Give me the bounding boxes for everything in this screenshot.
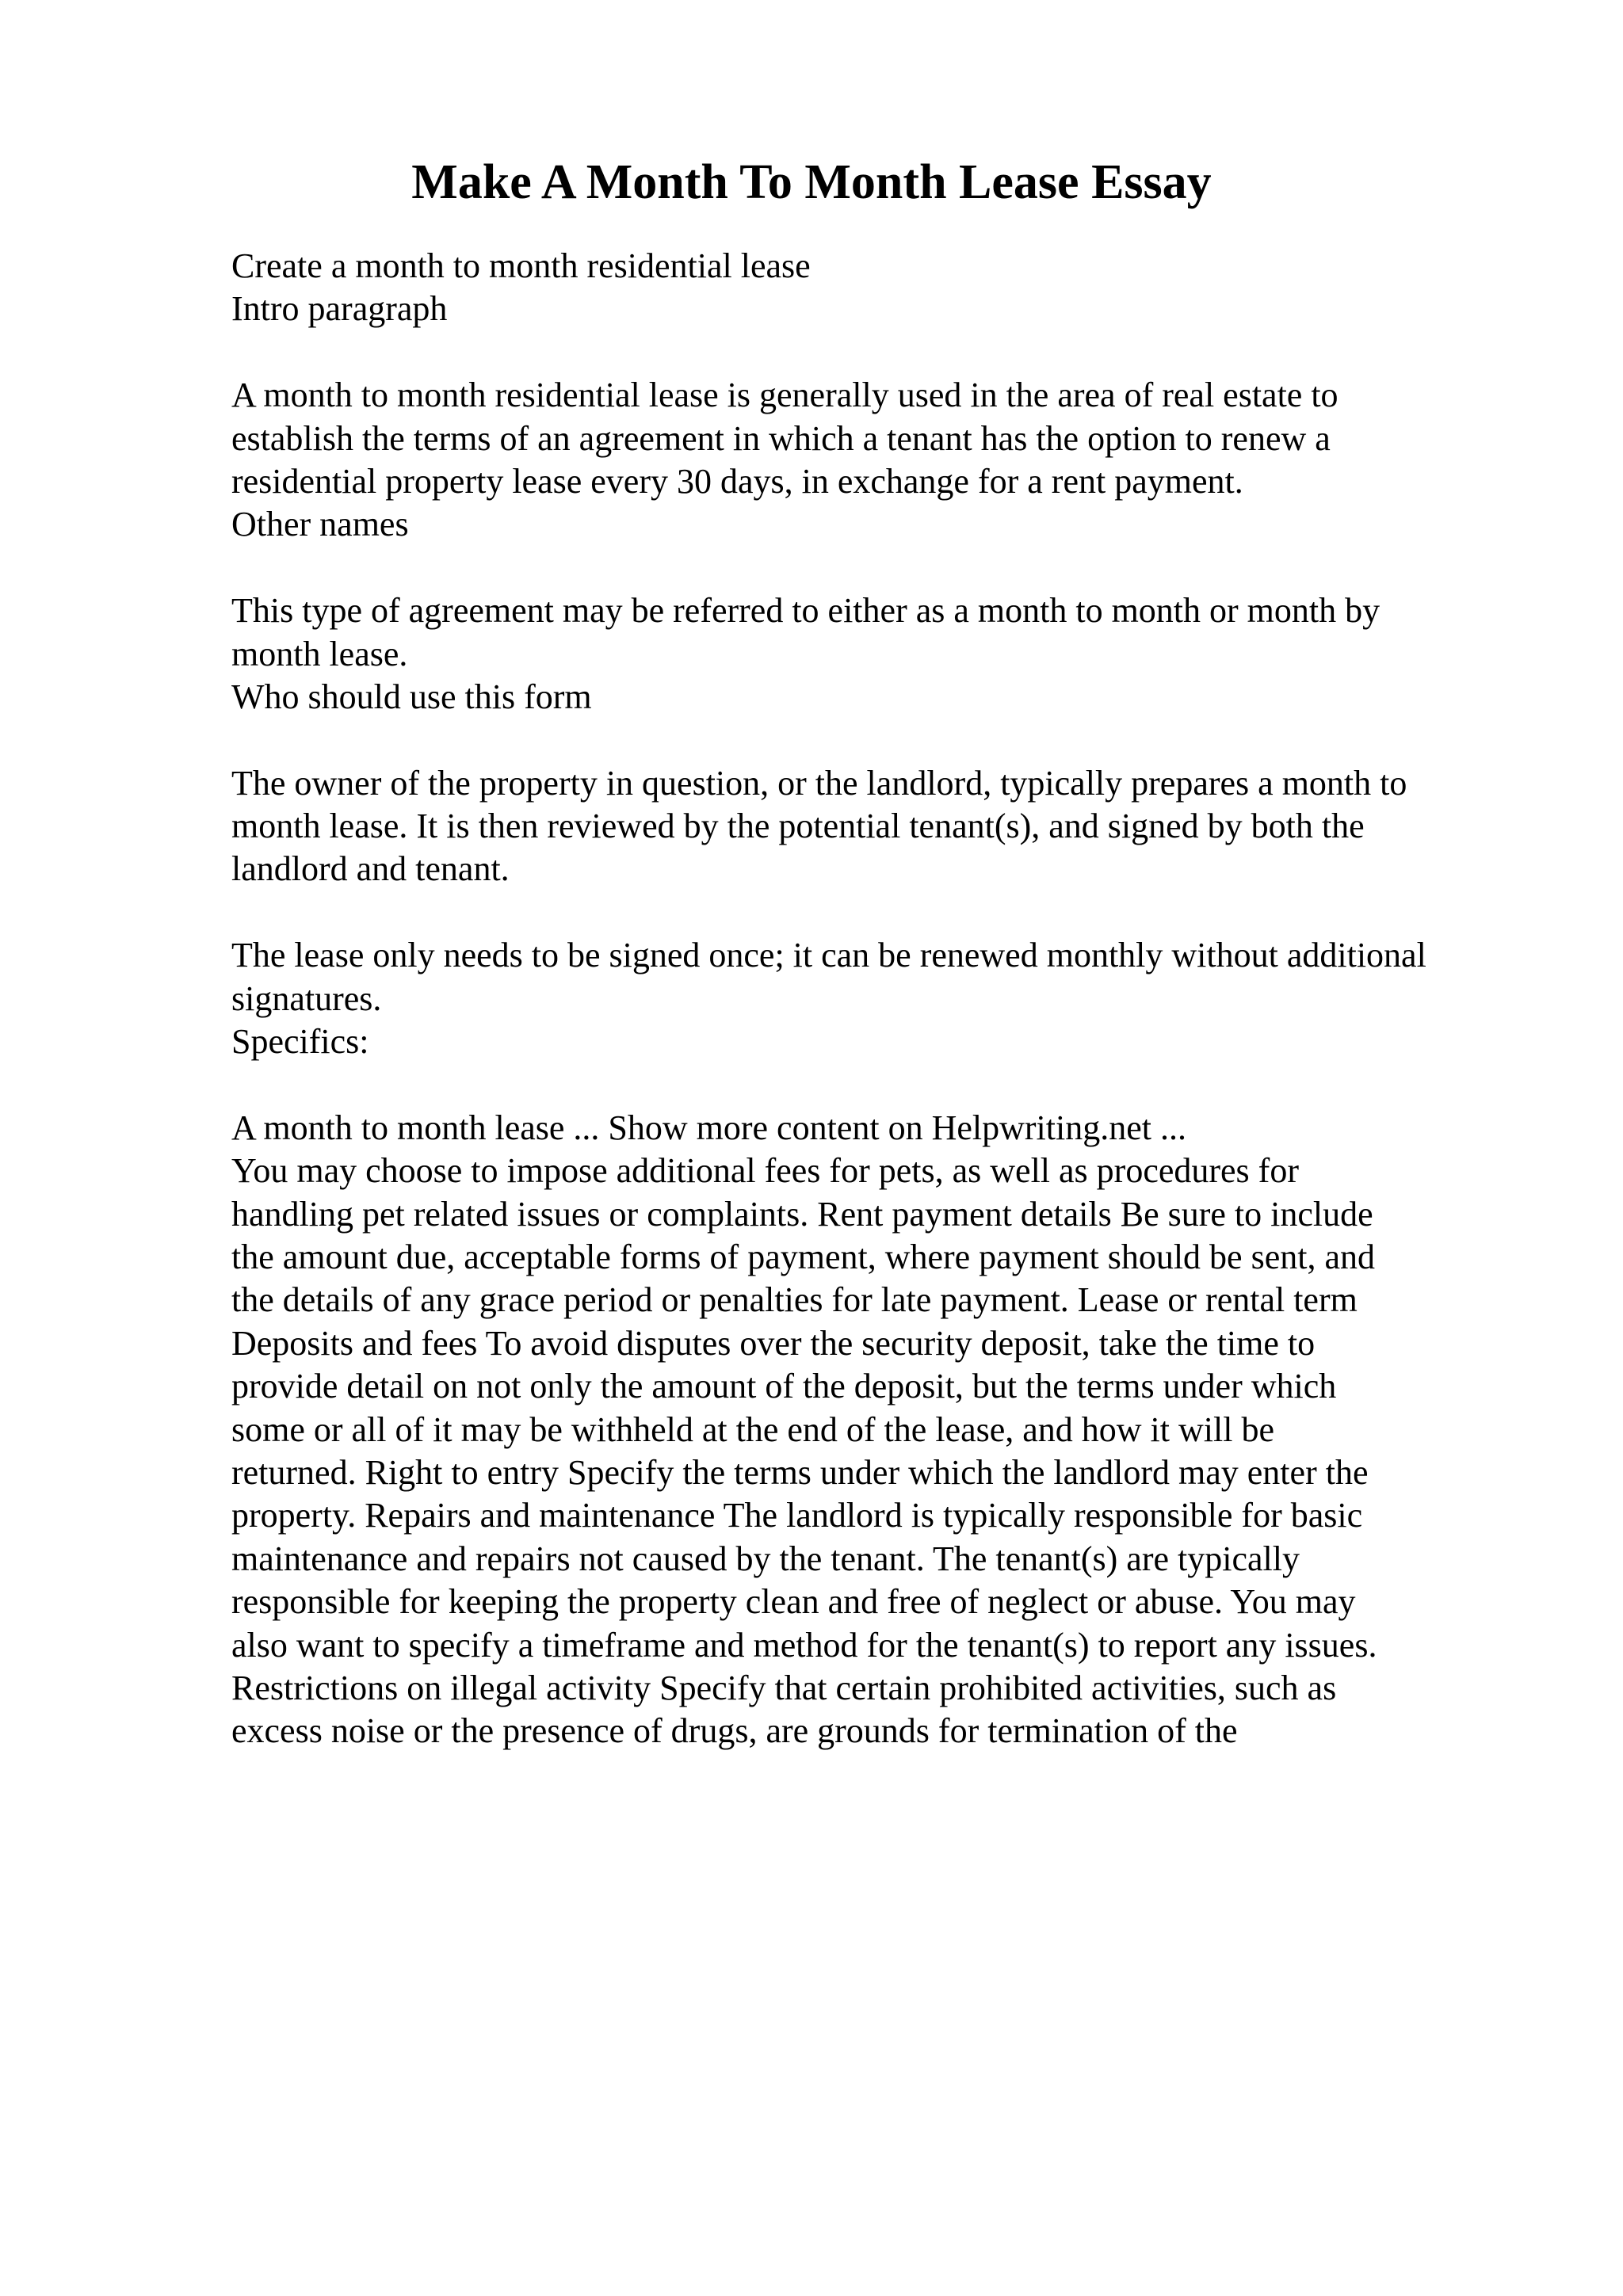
paragraph-gap [231, 891, 1531, 934]
text-line: Restrictions on illegal activity Specify that certain prohibited activities, such as [231, 1668, 1337, 1707]
text-line: signatures. [231, 978, 382, 1018]
text-line: Create a month to month residential lease [231, 246, 811, 285]
paragraph-gap [231, 1063, 1531, 1106]
text-line: handling pet related issues or complaints. Rent payment details Be sure to include [231, 1194, 1373, 1234]
text-line: some or all of it may be withheld at the end of the lease, and how it will be [231, 1409, 1274, 1449]
text-line: You may choose to impose additional fees for pets, as well as procedures for [231, 1151, 1299, 1191]
text-line: Deposits and fees To avoid disputes over the security deposit, take the time to [231, 1323, 1316, 1363]
text-line: The lease only needs to be signed once; it can be renewed monthly without additional [231, 936, 1426, 975]
text-line: maintenance and repairs not caused by the tenant. The tenant(s) are typically [231, 1539, 1300, 1578]
text-line: establish the terms of an agreement in which a tenant has the option to renew a [231, 418, 1331, 458]
text-line: A month to month lease ... Show more content on Helpwriting.net ... [231, 1108, 1186, 1147]
text-line: landlord and tenant. [231, 849, 510, 889]
text-line: also want to specify a timeframe and method for the tenant(s) to report any issues. [231, 1625, 1377, 1665]
text-line: This type of agreement may be referred to either as a month to month or month by [231, 591, 1381, 631]
text-line: provide detail on not only the amount of the deposit, but the terms under which [231, 1367, 1337, 1406]
paragraph-block [231, 1107, 1531, 1753]
section-heading: Other names [231, 505, 409, 544]
paragraph-block [231, 589, 1531, 719]
section-heading: Who should use this form [231, 677, 592, 716]
text-line: month lease. [231, 634, 408, 673]
paragraph-gap [231, 719, 1531, 761]
text-line: the details of any grace period or penalties for late payment. Lease or rental term [231, 1280, 1358, 1320]
text-line: The owner of the property in question, or the landlord, typically prepares a month to [231, 763, 1407, 803]
paragraph-block [231, 762, 1531, 891]
text-line: returned. Right to entry Specify the terms under which the landlord may enter the [231, 1452, 1369, 1492]
paragraph-block [231, 245, 1531, 331]
paragraph-gap [231, 547, 1531, 589]
page-title: Make A Month To Month Lease Essay [411, 155, 1212, 209]
paragraph-gap [231, 331, 1531, 374]
section-heading: Specifics: [231, 1022, 369, 1062]
document-body [231, 245, 1531, 1753]
text-line: A month to month residential lease is generally used in the area of real estate to [231, 376, 1338, 415]
text-line: the amount due, acceptable forms of payment, where payment should be sent, and [231, 1237, 1375, 1276]
paragraph-block [231, 934, 1531, 1063]
paragraph-block [231, 374, 1531, 547]
text-line: residential property lease every 30 days, in exchange for a rent payment. [231, 461, 1243, 501]
section-heading: Intro paragraph [231, 289, 448, 329]
text-line: responsible for keeping the property clean and free of neglect or abuse. You may [231, 1582, 1356, 1622]
text-line: property. Repairs and maintenance The landlord is typically responsible for basic [231, 1496, 1363, 1535]
text-line: excess noise or the presence of drugs, are grounds for termination of the [231, 1711, 1238, 1751]
text-line: month lease. It is then reviewed by the potential tenant(s), and signed by both the [231, 807, 1365, 846]
